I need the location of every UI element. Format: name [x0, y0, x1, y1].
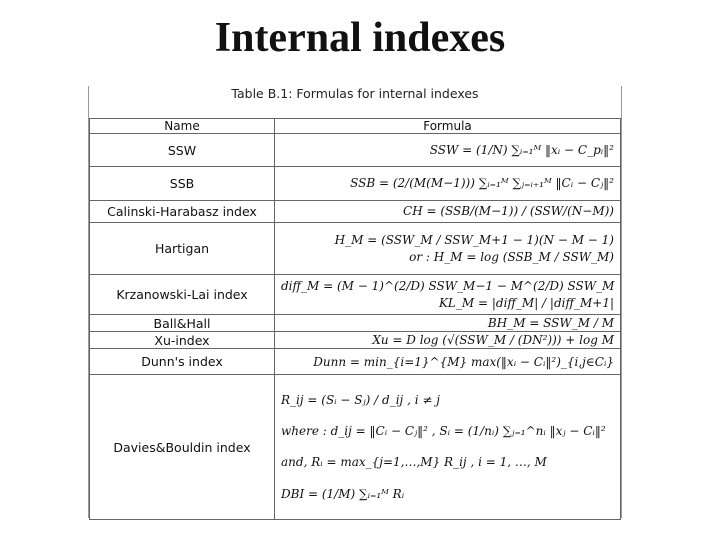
- index-name: Davies&Bouldin index: [90, 375, 275, 520]
- formula-line: SSB = (2/(M(M−1))) ∑ᵢ₌₁ᴹ ∑ⱼ₌ᵢ₊₁ᴹ ‖Cᵢ − Cⱼ‖²: [350, 176, 614, 191]
- slide-title: Internal indexes: [214, 15, 506, 61]
- table-header-row: [90, 119, 621, 134]
- index-formula: [275, 134, 621, 167]
- formula-line: or : H_M = log (SSB_M / SSW_M): [409, 249, 614, 264]
- table-row: [90, 349, 621, 375]
- header-name: Name: [90, 119, 275, 134]
- formula-line: Dunn = min_{i=1}^{M} max(‖xᵢ − Cᵢ‖²)_{i,j∈Cᵢ}: [313, 354, 614, 369]
- index-name: Ball&Hall: [90, 315, 275, 332]
- formula-line: KL_M = |diff_M| / |diff_M+1|: [438, 295, 614, 310]
- formula-line: H_M = (SSW_M / SSW_M+1 − 1)(N − M − 1): [334, 233, 614, 248]
- table-row: [90, 134, 621, 167]
- index-name: Hartigan: [90, 223, 275, 275]
- formula-line: BH_M = SSW_M / M: [487, 316, 614, 330]
- table-row: [90, 332, 621, 349]
- formula-line: R_ij = (Sᵢ − Sⱼ) / d_ij , i ≠ j: [281, 393, 440, 407]
- index-formula: [275, 167, 621, 201]
- index-formula: [275, 315, 621, 332]
- index-formula: [275, 201, 621, 223]
- header-formula: Formula: [275, 119, 621, 134]
- index-name: SSW: [90, 134, 275, 167]
- formula-line: DBI = (1/M) ∑ᵢ₌₁ᴹ Rᵢ: [281, 486, 405, 501]
- index-name: Dunn's index: [90, 349, 275, 375]
- formula-line: diff_M = (M − 1)^(2/D) SSW_M−1 − M^(2/D) SSW_M: [281, 279, 615, 294]
- formula-line: SSW = (1/N) ∑ᵢ₌₁ᴹ ‖xᵢ − C_pᵢ‖²: [429, 142, 614, 157]
- table-caption: Table B.1: Formulas for internal indexes: [231, 86, 479, 101]
- index-formula: [275, 349, 621, 375]
- table-row: [90, 223, 621, 275]
- formula-line: where : d_ij = ‖Cᵢ − Cⱼ‖² , Sᵢ = (1/nᵢ) ∑ⱼ₌₁^nᵢ ‖xⱼ − Cᵢ‖²: [281, 424, 606, 439]
- table-row: [90, 315, 621, 332]
- index-name: Xu-index: [90, 332, 275, 349]
- index-name: Krzanowski-Lai index: [90, 275, 275, 315]
- table-row: [90, 167, 621, 201]
- index-formula: [275, 275, 621, 315]
- index-name: Calinski-Harabasz index: [90, 201, 275, 223]
- formula-line: Xu = D log (√(SSW_M / (DN²))) + log M: [372, 333, 614, 348]
- formula-table-panel: [88, 86, 622, 518]
- formula-line: CH = (SSB/(M−1)) / (SSW/(N−M)): [403, 204, 614, 219]
- index-formula: [275, 332, 621, 349]
- formula-table: [89, 118, 621, 520]
- table-row: [90, 275, 621, 315]
- index-formula: [275, 223, 621, 275]
- table-row: [90, 201, 621, 223]
- formula-line: and, Rᵢ = max_{j=1,…,M} R_ij , i = 1, …, M: [281, 455, 547, 470]
- index-name: SSB: [90, 167, 275, 201]
- index-formula: [275, 375, 621, 520]
- table-row: [90, 375, 621, 520]
